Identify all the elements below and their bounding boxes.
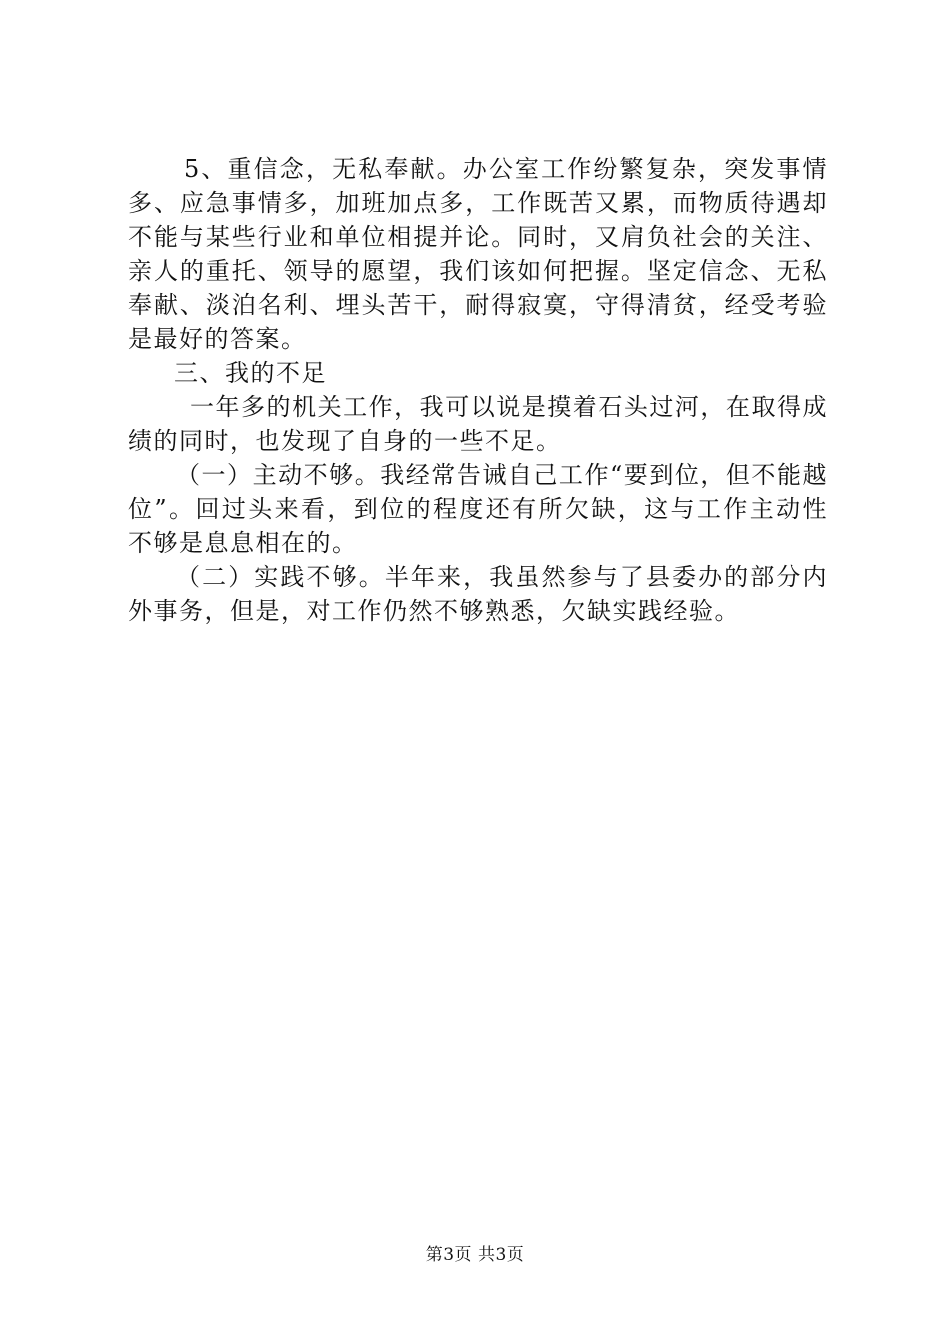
page-number-footer: 第3页 共3页 [425,1245,525,1265]
paragraph-lack-of-initiative: （一）主动不够。我经常告诫自己工作“要到位，但不能越位”。回过头来看，到位的程度还有所欠缺，这与工作主动性不够是息息相在的。 [128,461,828,557]
paragraph-shortcomings-intro: 一年多的机关工作，我可以说是摸着石头过河，在取得成绩的同时，也发现了自身的一些不足。 [128,393,828,455]
paragraph-lack-of-practice: （二）实践不够。半年来，我虽然参与了县委办的部分内外事务，但是，对工作仍然不够熟悉，欠缺实践经验。 [128,563,828,625]
section-heading-shortcomings: 三、我的不足 [174,359,327,387]
document-body [128,152,828,628]
paragraph-selfless-dedication: 5、重信念，无私奉献。办公室工作纷繁复杂，突发事情多、应急事情多，加班加点多，工作既苦又累，而物质待遇却不能与某些行业和单位相提并论。同时，又肩负社会的关注、亲人的重托、领导的愿望，我们该如何把握。坚定信念、无私奉献、淡泊名利、埋头苦干，耐得寂寞，守得清贫，经受考验是最好的答案。 [128,155,828,353]
